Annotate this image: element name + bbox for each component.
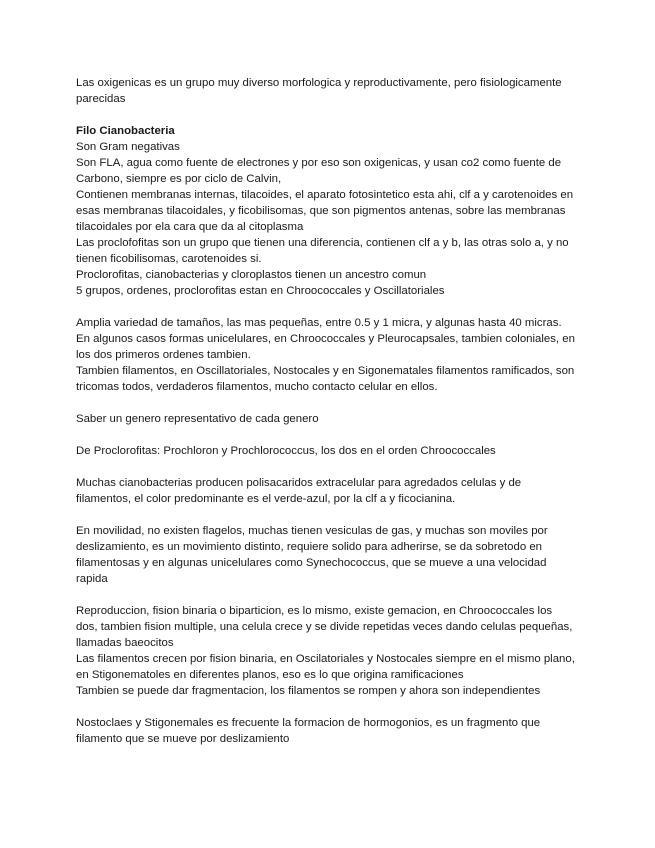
- text-line: Nostoclaes y Stigonemales es frecuente la formacion de hormogonios, es un fragmento que filamento que se mueve por deslizamiento: [76, 717, 541, 745]
- text-line: En algunos casos formas unicelulares, en Chroococcales y Pleurocapsales, tambien coloniales, en los dos primeros ordenes tambien.: [76, 333, 575, 361]
- hormogonia-paragraph: [76, 715, 576, 747]
- text-line: De Proclorofitas: Prochloron y Prochlorococcus, los dos en el orden Chroococcales: [76, 445, 496, 457]
- text-line: Tambien se puede dar fragmentacion, los filamentos se rompen y ahora son independientes: [76, 685, 541, 697]
- intro-paragraph: [76, 75, 576, 107]
- cianobacteria-section: [76, 123, 576, 299]
- text-line: Muchas cianobacterias producen polisacaridos extracelular para agredados celulas y de filamentos, el color predominante es el verde-azul, por la clf a y ficocianina.: [76, 477, 522, 505]
- text-line: Las filamentos crecen por fision binaria, en Oscilatoriales y Nostocales siempre en el mismo plano, en Stigonematoles en diferentes planos, eso es lo que origina ramificaciones: [76, 653, 575, 681]
- reproduction-paragraph: [76, 603, 576, 699]
- section-heading: Filo Cianobacteria: [76, 125, 175, 137]
- text-line: Contienen membranas internas, tilacoides, el aparato fotosintetico esta ahi, clf a y carotenoides en esas membranas tilacoidales, y ficobilisomas, que son pigmentos antenas, sobre las membranas tilacoidales por ela cara que da al citoplasma: [76, 189, 574, 233]
- text-line: 5 grupos, ordenes, proclorofitas estan en Chroococcales y Oscillatoriales: [76, 285, 445, 297]
- text-line: Las proclofofitas son un grupo que tienen una diferencia, contienen clf a y b, las otras solo a, y no tienen ficobilisomas, carotenoides si.: [76, 237, 569, 265]
- size-paragraph: [76, 315, 576, 395]
- text-line: Tambien filamentos, en Oscillatoriales, Nostocales y en Sigonematales filamentos ramificados, son tricomas todos, verdaderos filamentos, mucho contacto celular en ellos.: [76, 365, 575, 393]
- text-line: En movilidad, no existen flagelos, muchas tienen vesiculas de gas, y muchas son moviles por deslizamiento, es un movimiento distinto, requiere solido para adherirse, se da sobretodo en filamentosas y en algunas unicelulares como Synechococcus, que se mueve a una velocidad rapida: [76, 525, 548, 585]
- text-line: Son Gram negativas: [76, 141, 180, 153]
- polysaccharide-paragraph: [76, 475, 576, 507]
- proclorofitas-paragraph: [76, 443, 576, 459]
- text-line: Reproduccion, fision binaria o biparticion, es lo mismo, existe gemacion, en Chroococcales los dos, tambien fision multiple, una celula crece y se divide repetidas veces dando celulas pequeñas, llamadas baeocitos: [76, 605, 573, 649]
- text-line: Son FLA, agua como fuente de electrones y por eso son oxigenicas, y usan co2 como fuente de Carbono, siempre es por ciclo de Calvin,: [76, 157, 562, 185]
- document-body: [76, 75, 576, 763]
- text-line: Amplia variedad de tamaños, las mas pequeñas, entre 0.5 y 1 micra, y algunas hasta 40 micras.: [76, 317, 562, 329]
- genus-note-paragraph: [76, 411, 576, 427]
- text-line: Proclorofitas, cianobacterias y cloroplastos tienen un ancestro comun: [76, 269, 427, 281]
- text-line: Saber un genero representativo de cada genero: [76, 413, 319, 425]
- text-line: Las oxigenicas es un grupo muy diverso morfologica y reproductivamente, pero fisiologicamente parecidas: [76, 77, 562, 105]
- motility-paragraph: [76, 523, 576, 587]
